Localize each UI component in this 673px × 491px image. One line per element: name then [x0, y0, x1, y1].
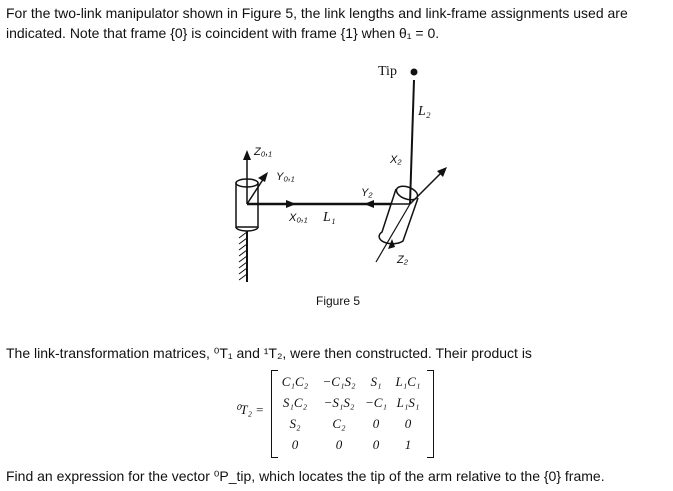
matrix-cell: L₁C₁ [395, 374, 421, 389]
x2-label: X₂ [390, 154, 402, 166]
figure-caption: Figure 5 [316, 294, 361, 308]
matrix-right-bracket [427, 370, 434, 458]
y2-label: Y₂ [361, 187, 373, 199]
z01-arrowhead [243, 150, 251, 160]
question-paragraph: Find an expression for the vector ⁰P_tip, which locates the tip of the arm relative to the {0} frame. [6, 468, 605, 484]
y01-arrowhead [258, 172, 268, 182]
link-2 [410, 80, 414, 204]
matrix-cell: 0 [372, 437, 380, 452]
x01-label: X₀,₁ [289, 212, 308, 224]
matrix-cell: 0 [372, 416, 380, 431]
matrix-cell: −C₁S₂ [322, 374, 356, 389]
z2-label: Z₂ [397, 254, 408, 266]
ground-post [239, 231, 247, 282]
matrix-cell: 0 [404, 416, 412, 431]
tip-point [411, 69, 418, 76]
matrix-cell: 0 [335, 437, 343, 452]
l1-label: L₁ [323, 210, 336, 225]
y01-label: Y₀,₁ [276, 171, 295, 183]
x2-axis [410, 172, 442, 204]
l2-label: L₂ [418, 104, 431, 119]
matrix-cell: S₁C₂ [282, 395, 308, 410]
intro-paragraph: For the two-link manipulator shown in Figure 5, the link lengths and link-frame assignments used are indicated. Note that frame {0} is coincident with frame {1} when θ₁ = 0. [6, 5, 628, 41]
matrix-cell: S₂ [289, 416, 301, 431]
matrix-lhs: ⁰T₂ = [235, 402, 264, 417]
matrix-cell: C₂ [332, 416, 346, 431]
matrix-cell: −S₁S₂ [323, 395, 355, 410]
matrix-cell: 1 [404, 437, 412, 452]
transform-matrix [235, 370, 450, 458]
transform-paragraph: The link-transformation matrices, ⁰T₁ and ¹T₂, were then constructed. Their product is [6, 345, 532, 361]
matrix-cell: −C₁ [365, 395, 387, 410]
tip-label: Tip [378, 64, 397, 79]
matrix-cell: L₁S₁ [396, 395, 420, 410]
x01-arrowhead [286, 200, 296, 208]
z01-label: Z₀,₁ [254, 146, 272, 158]
y2-arrowhead [364, 200, 374, 208]
matrix-cell: S₁ [370, 374, 382, 389]
matrix-cell: 0 [291, 437, 299, 452]
matrix-cell: C₁C₂ [281, 374, 309, 389]
joint-2-cylinder [379, 184, 419, 244]
